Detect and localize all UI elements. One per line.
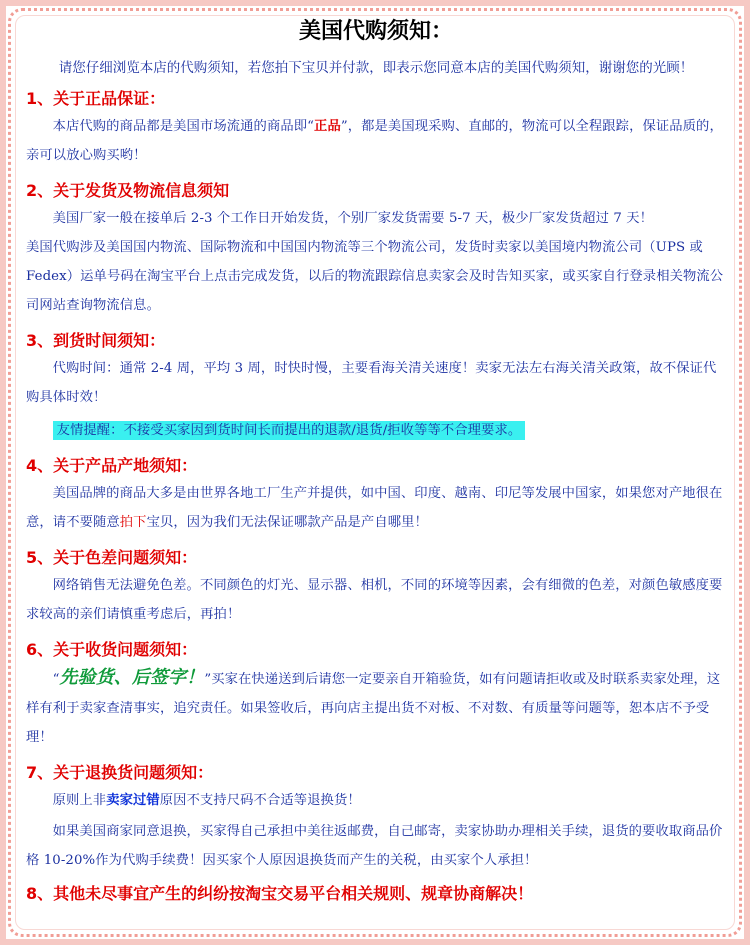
section-7-text-1 bbox=[26, 786, 726, 815]
section-7-heading: 7、关于退换货问题须知： bbox=[26, 763, 214, 782]
section-8-heading: 8、其他未尽事宜产生的纠纷按淘宝交易平台相关规则、规章协商解决！ bbox=[26, 884, 534, 903]
section-3-heading: 3、到货时间须知： bbox=[26, 331, 166, 350]
section-7-text-2: 如果美国商家同意退换，买家得自己承担中美往返邮费，自己邮寄，卖家协助办理相关手续，退货的要收取商品价格 10-20%作为代购手续费！因买家个人原因退换货而产生的关税，由买家个人承担！ bbox=[26, 824, 723, 868]
inspect-first-slogan: 先验货、后签字！ bbox=[59, 667, 205, 688]
section-5-text: 网络销售无法避免色差。不同颜色的灯光、显示器、相机，不同的环境等因素，会有细微的色差，对颜色敏感度要求较高的亲们请慎重考虑后，再拍！ bbox=[26, 578, 723, 622]
section-3-note bbox=[26, 416, 726, 445]
section-4-text-a: 美国品牌的商品大多是由世界各地工厂生产并提供，如中国、印度、越南、印尼等发展中国家，如果您对产地很在意，请不要随意 bbox=[26, 486, 723, 530]
buy-highlight: 拍下 bbox=[119, 515, 147, 530]
seller-fault-highlight: 卖家过错 bbox=[106, 793, 160, 808]
section-7-text-a: 原则上非 bbox=[52, 793, 107, 808]
section-2-text-2: 美国代购涉及美国国内物流、国际物流和中国国内物流等三个物流公司，发货时卖家以美国境内物流公司（UPS 或 Fedex）运单号码在淘宝平台上点击完成发货，以后的物流跟踪信息卖家会及时告知买家，或买家自行登录相关物流公司网站查询物流信息。 bbox=[26, 240, 724, 313]
reminder-text: 不接受买家因到货时间长而提出的退款/退货/拒收等等不合理要求。 bbox=[123, 423, 522, 438]
section-3-text: 代购时间：通常 2-4 周，平均 3 周，时快时慢，主要看海关清关速度！卖家无法左右海关清关政策，故不保证代购具体时效！ bbox=[26, 361, 717, 405]
section-6-text-b: 买家在快递送到后请您一定要亲自开箱验货，如有问题请拒收或及时联系卖家处理，这样有利于卖家查清事实，追究责任。如果签收后，再向店主提出货不对板、不对数、有质量等问题等，恕本店不予受理！ bbox=[26, 672, 721, 745]
section-2-heading: 2、关于发货及物流信息须知 bbox=[26, 181, 230, 200]
section-1-text bbox=[26, 112, 726, 170]
section-6-text bbox=[26, 663, 726, 752]
section-1-text-b: ”，都是美国现采购、直邮的，物流可以全程跟踪，保证品质的，亲可以放心购买哟！ bbox=[26, 119, 723, 163]
section-4-text bbox=[26, 479, 726, 537]
notice-document bbox=[26, 12, 726, 905]
section-6-heading: 6、关于收货问题须知： bbox=[26, 640, 198, 659]
quote-close: ” bbox=[204, 672, 212, 687]
section-5-heading: 5、关于色差问题须知： bbox=[26, 548, 198, 567]
reminder-label: 友情提醒： bbox=[56, 423, 124, 438]
section-1-text-a: 本店代购的商品都是美国市场流通的商品即“ bbox=[52, 119, 315, 134]
section-4-heading: 4、关于产品产地须知： bbox=[26, 456, 198, 475]
page-title: 美国代购须知： bbox=[298, 19, 453, 44]
section-7-text-b: 原因不支持尺码不合适等退换货！ bbox=[159, 793, 361, 808]
section-2-text-1: 美国厂家一般在接单后 2-3 个工作日开始发货，个别厂家发货需要 5-7 天，极少厂家发货超过 7 天！ bbox=[52, 211, 654, 226]
friendly-reminder bbox=[53, 421, 526, 440]
genuine-highlight: 正品 bbox=[314, 119, 341, 134]
intro-text: 请您仔细浏览本店的代购须知，若您拍下宝贝并付款，即表示您同意本店的美国代购须知，谢谢您的光顾！ bbox=[58, 60, 694, 76]
section-4-text-b: 宝贝，因为我们无法保证哪款产品是产自哪里！ bbox=[146, 515, 428, 530]
quote-open: “ bbox=[52, 672, 60, 687]
section-1-heading: 1、关于正品保证： bbox=[26, 89, 166, 108]
